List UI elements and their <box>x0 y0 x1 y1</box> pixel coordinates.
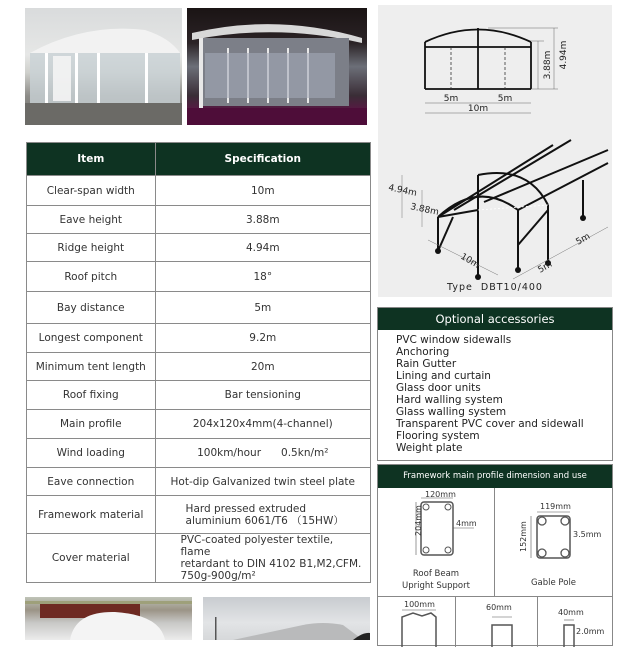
framework-title: Framework main profile dimension and use <box>378 465 612 488</box>
spec-cell: 18° <box>155 262 370 292</box>
tent-night-illustration <box>187 8 367 125</box>
list-item: Anchoring <box>396 346 450 358</box>
spec-line: retardant to DIN 4102 B1,M2,CFM. <box>180 558 362 570</box>
front-elevation-drawing <box>378 5 612 297</box>
svg-text:5m: 5m <box>443 94 459 104</box>
profile-roof-beam <box>378 488 495 597</box>
table-row <box>27 234 371 262</box>
caption-line: Upright Support <box>402 581 470 591</box>
spec-cell <box>155 534 370 583</box>
list-item: PVC window sidewalls <box>396 334 512 346</box>
header-item: Item <box>27 143 156 176</box>
dimension-label: 4mm <box>456 519 477 528</box>
header-specification: Specification <box>155 143 370 176</box>
item-cell: Bay distance <box>27 292 156 324</box>
spec-cell: 9.2m <box>155 324 370 353</box>
accessories-list <box>378 330 612 454</box>
item-cell: Main profile <box>27 410 156 439</box>
dimension-label: 60mm <box>486 603 512 612</box>
svg-text:5m: 5m <box>497 94 513 104</box>
list-item: Lining and curtain <box>396 370 491 382</box>
list-item: Hard walling system <box>396 394 503 406</box>
spec-cell: Bar tensioning <box>155 381 370 410</box>
spec-line: 750g-900g/m² <box>180 570 256 582</box>
profile-gable-pole <box>495 488 612 597</box>
spec-cell: 4.94m <box>155 234 370 262</box>
roof-beam-profile-icon <box>378 488 494 568</box>
caption-line: Roof Beam <box>412 569 460 579</box>
svg-text:3.88m: 3.88m <box>409 202 440 218</box>
table-row <box>27 496 371 534</box>
framework-profile-panel <box>377 464 613 646</box>
spec-cell: 5m <box>155 292 370 324</box>
item-cell: Eave connection <box>27 468 156 496</box>
photo-tent-cloudy-sky <box>203 597 370 640</box>
dimension-label: 40mm <box>558 608 584 617</box>
svg-text:Type DBT10/400: Type DBT10/400 <box>447 282 543 293</box>
dimension-label: 3.5mm <box>573 530 602 539</box>
dimension-label: 204mm <box>414 505 423 536</box>
list-item: Weight plate <box>396 442 463 454</box>
spec-cell: Hot-dip Galvanized twin steel plate <box>155 468 370 496</box>
tent-roof-illustration <box>25 597 192 640</box>
table-row <box>27 468 371 496</box>
item-cell: Roof pitch <box>27 262 156 292</box>
list-item: Flooring system <box>396 430 480 442</box>
table-row <box>27 410 371 439</box>
item-cell: Clear-span width <box>27 176 156 206</box>
optional-accessories-panel <box>377 307 613 461</box>
item-cell: Roof fixing <box>27 381 156 410</box>
specification-table <box>26 142 371 583</box>
svg-text:10m: 10m <box>458 251 482 271</box>
profile-caption <box>378 568 494 592</box>
profile-caption: Gable Pole <box>530 578 577 588</box>
spec-line: aluminium 6061/T6 （15HW） <box>185 514 344 527</box>
table-row <box>27 534 371 583</box>
dimension-label: 152mm <box>519 521 528 552</box>
spec-line: Hard pressed extruded <box>185 502 306 515</box>
svg-text:5m: 5m <box>536 259 555 276</box>
photo-tent-night-event <box>187 8 367 125</box>
table-header-row <box>27 143 371 176</box>
spec-cell <box>155 496 370 534</box>
gable-pole-profile-icon <box>495 488 612 568</box>
table-row <box>27 324 371 353</box>
spec-cell: 100km/hour 0.5kn/m² <box>155 439 370 468</box>
dimension-label: 119mm <box>540 502 571 511</box>
list-item: Glass walling system <box>396 406 507 418</box>
table-row <box>27 381 371 410</box>
tent-structure-diagram <box>378 5 612 297</box>
item-cell: Minimum tent length <box>27 353 156 381</box>
spec-cell: 10m <box>155 176 370 206</box>
item-cell: Longest component <box>27 324 156 353</box>
svg-text:3.88m: 3.88m <box>543 50 553 80</box>
dimension-label: 120mm <box>425 490 456 499</box>
svg-text:5m: 5m <box>574 231 593 248</box>
tent-photo-illustration <box>25 8 182 125</box>
spec-line: PVC-coated polyester textile, flame <box>180 534 334 558</box>
photo-tent-roof-installation <box>25 597 192 640</box>
item-cell: Eave height <box>27 206 156 234</box>
table-row <box>27 353 371 381</box>
svg-text:10m: 10m <box>467 104 489 114</box>
item-cell: Cover material <box>27 534 156 583</box>
list-item: Glass door units <box>396 382 481 394</box>
dimension-label: 2.0mm <box>576 627 605 636</box>
list-item: Transparent PVC cover and sidewall <box>396 418 584 430</box>
dimension-label: 100mm <box>404 600 435 609</box>
table-row <box>27 176 371 206</box>
item-cell: Wind loading <box>27 439 156 468</box>
item-cell: Ridge height <box>27 234 156 262</box>
spec-cell: 3.88m <box>155 206 370 234</box>
table-row <box>27 439 371 468</box>
table-row <box>27 292 371 324</box>
svg-text:4.94m: 4.94m <box>559 40 569 70</box>
table-row <box>27 206 371 234</box>
photo-white-tent-daytime <box>25 8 182 125</box>
list-item: Rain Gutter <box>396 358 457 370</box>
svg-text:4.94m: 4.94m <box>387 183 418 199</box>
table-row <box>27 262 371 292</box>
tent-sky-illustration <box>203 597 370 640</box>
item-cell: Framework material <box>27 496 156 534</box>
spec-cell: 20m <box>155 353 370 381</box>
spec-cell: 204x120x4mm(4-channel) <box>155 410 370 439</box>
accessories-title: Optional accessories <box>378 308 612 330</box>
